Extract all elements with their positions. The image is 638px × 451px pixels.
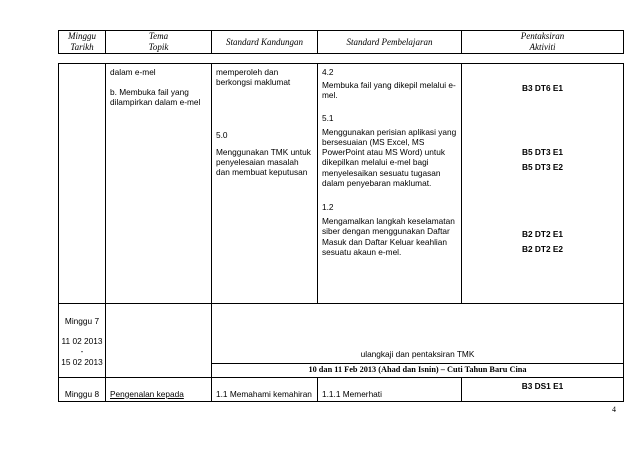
holiday-text: 10 dan 11 Feb 2013 (Ahad dan Isnin) – Cuti Tahun Baru Cina xyxy=(308,365,527,375)
date-from: 11 02 2013 xyxy=(61,336,103,347)
body-table xyxy=(58,63,624,402)
pentaksiran-code: B3 DS1 E1 xyxy=(521,381,564,391)
minggu-cell xyxy=(59,304,106,378)
tema-cell xyxy=(106,64,212,304)
header-pentaksiran-aktiviti xyxy=(462,31,624,54)
header-tema-topik xyxy=(106,31,212,54)
holiday-cell xyxy=(212,364,624,378)
header-tarikh: Tarikh xyxy=(70,42,94,52)
pembelajaran-text: Membuka fail yang dikepil melalui e-mel. xyxy=(322,80,456,101)
table-row xyxy=(59,304,624,364)
pentaksiran-code: B5 DT3 E2 xyxy=(521,162,564,172)
header-standard-kandungan: Standard Kandungan xyxy=(212,31,318,54)
tema-text: Pengenalan kepada xyxy=(110,388,184,399)
tema-text: b. Membuka fail yang dilampirkan dalam e-mel xyxy=(110,87,201,108)
pembelajaran-text: 1.1.1 Memerhati xyxy=(322,388,382,399)
pembelajaran-cell xyxy=(318,378,462,402)
header-minggu: Minggu xyxy=(68,31,96,41)
pembelajaran-text: Mengamalkan langkah keselamatan siber dengan menggunakan Daftar Masuk dan Daftar Keluar keahlian sesuatu akaun e-mel. xyxy=(322,216,455,257)
pembelajaran-number: 4.2 xyxy=(322,67,334,77)
minggu-label: Minggu 7 xyxy=(64,316,100,326)
header-topik: Topik xyxy=(148,42,169,52)
tema-cell xyxy=(106,378,212,402)
kandungan-text: Menggunakan TMK untuk penyelesaian masalah dan membuat keputusan xyxy=(216,146,311,178)
header-table xyxy=(58,30,624,54)
pentaksiran-code: B3 DT6 E1 xyxy=(521,83,564,93)
kandungan-number: 5.0 xyxy=(216,130,228,141)
kandungan-cell xyxy=(212,64,318,304)
activity-text: ulangkaji dan pentaksiran TMK xyxy=(360,348,475,359)
header-pentaksiran: Pentaksiran xyxy=(520,31,565,41)
pembelajaran-text: Menggunakan perisian aplikasi yang bersesuaian (MS Excel, MS PowerPoint atau MS Word) untuk dikepilkan melalui e-mel bagi menyelesaikan sesuatu tugasan dalam penyebaran maklumat. xyxy=(322,126,457,188)
tema-cell xyxy=(106,304,212,378)
minggu-label: Minggu 8 xyxy=(64,388,100,399)
date-to: 15 02 2013 xyxy=(61,356,103,367)
pentaksiran-cell xyxy=(462,64,624,304)
header-aktiviti: Aktiviti xyxy=(529,42,556,52)
tema-text: dalam e-mel xyxy=(110,67,156,77)
kandungan-text: memperoleh dan berkongsi maklumat xyxy=(216,67,291,88)
header-standard-pembelajaran: Standard Pembelajaran xyxy=(318,31,462,54)
kandungan-cell xyxy=(212,378,318,402)
pembelajaran-cell xyxy=(318,64,462,304)
pentaksiran-code: B2 DT2 E2 xyxy=(521,244,564,254)
page-number: 4 xyxy=(612,405,616,414)
kandungan-text: 1.1 Memahami kemahiran xyxy=(216,388,312,399)
minggu-cell xyxy=(59,378,106,402)
date-separator: - xyxy=(80,346,84,357)
header-minggu-tarikh xyxy=(59,31,106,54)
minggu-cell xyxy=(59,64,106,304)
table-row xyxy=(59,64,624,304)
pembelajaran-number: 1.2 xyxy=(322,202,334,213)
pembelajaran-number: 5.1 xyxy=(322,112,334,123)
pentaksiran-code: B5 DT3 E1 xyxy=(521,147,564,157)
pentaksiran-cell xyxy=(462,378,624,402)
header-tema: Tema xyxy=(148,31,169,41)
pentaksiran-code: B2 DT2 E1 xyxy=(521,229,564,239)
activity-cell xyxy=(212,304,624,364)
table-row xyxy=(59,378,624,402)
